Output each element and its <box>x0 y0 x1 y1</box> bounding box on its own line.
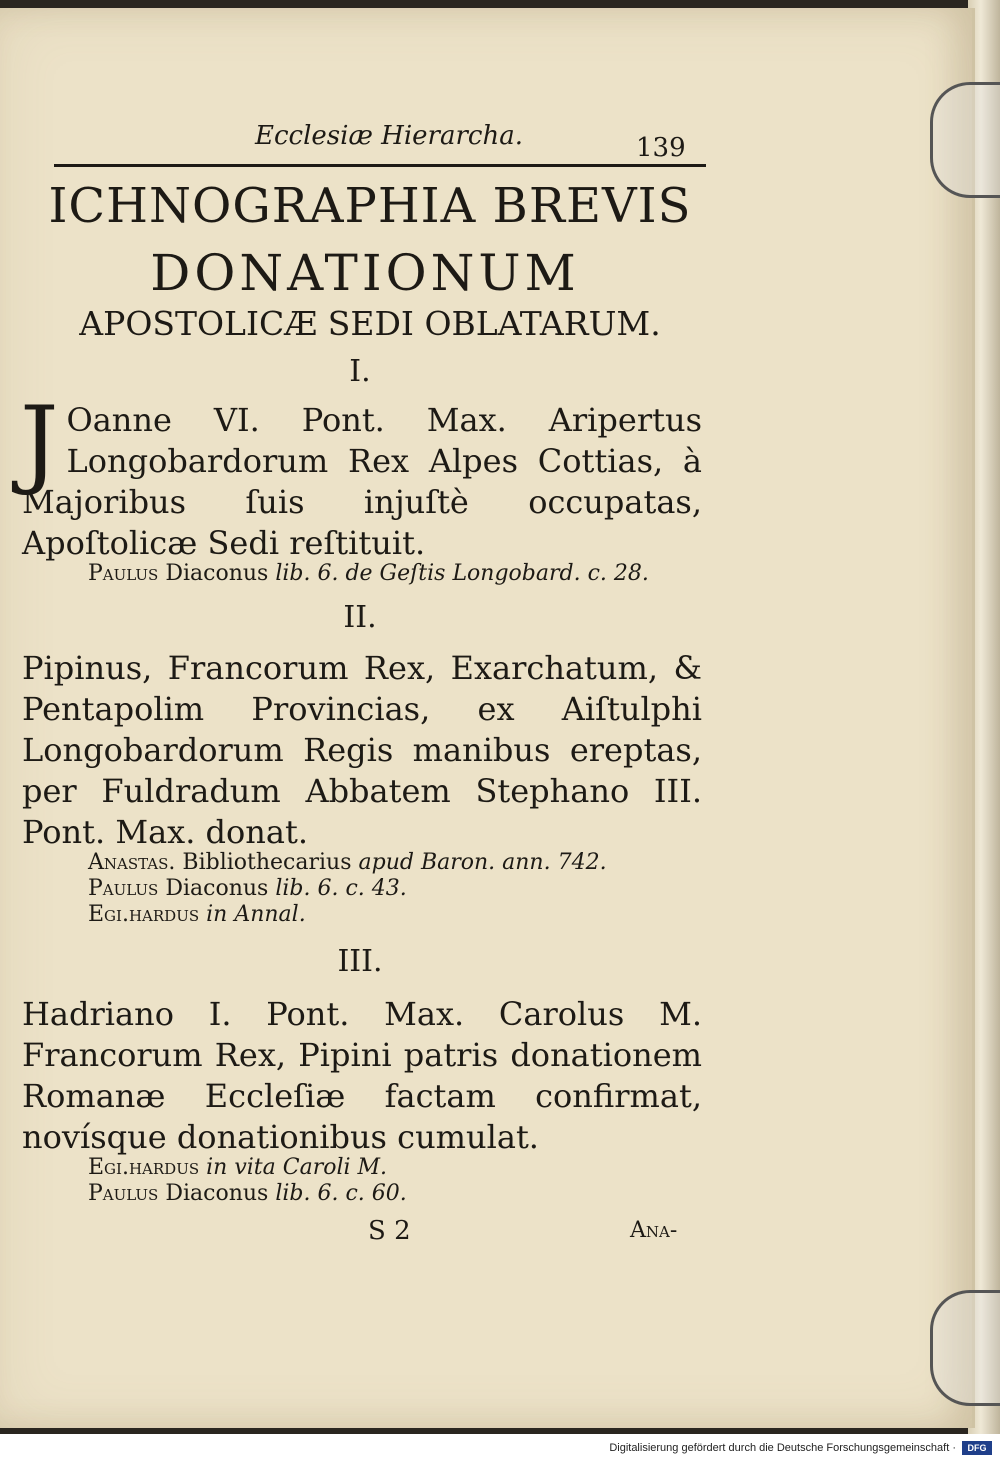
section-numeral-3: III. <box>337 944 383 979</box>
ref-rest: Bibliothecarius <box>175 850 359 875</box>
reference-line <box>88 876 688 902</box>
section-body-3: Hadriano I. Pont. Max. Carolus M. Francorum Rex, Pipini patris donationem Romanæ Eccleſiæ factam confirmat, novísque donationibus cumulat. <box>22 995 702 1156</box>
ref-author: Paulus <box>88 561 159 586</box>
page-clip-bottom <box>930 1290 1000 1406</box>
title-line-3: APOSTOLICÆ SEDI OBLATARUM. <box>79 304 661 343</box>
ref-citation: lib. 6. c. 60. <box>275 1181 407 1206</box>
title-line-1: ICHNOGRAPHIA BREVIS <box>48 178 692 234</box>
reference-line <box>88 1181 688 1207</box>
ref-rest: Diaconus <box>158 876 276 901</box>
reference-line <box>88 561 688 587</box>
ref-author: Paulus <box>88 1181 159 1206</box>
page-clip-top <box>930 82 1000 198</box>
running-head: Ecclesiæ Hierarcha. <box>255 121 523 151</box>
ref-author: Egi.hardus <box>88 1155 200 1180</box>
ref-author: Anastas. <box>88 850 176 875</box>
ref-author: Egi.hardus <box>88 902 200 927</box>
page-number: 139 <box>636 133 686 163</box>
book-page <box>0 8 975 1428</box>
ref-citation: in vita Caroli M. <box>206 1155 388 1180</box>
footer-bar <box>0 1434 1000 1462</box>
title-line-2: DONATIONUM <box>150 244 580 302</box>
dfg-logo: DFG <box>962 1441 992 1455</box>
section-text-1 <box>20 386 702 564</box>
section-numeral-1: I. <box>349 354 371 389</box>
ref-rest: Diaconus <box>158 561 276 586</box>
ref-citation: lib. 6. c. 43. <box>275 876 407 901</box>
ref-author: Paulus <box>88 876 159 901</box>
section-body-1: Oanne VI. Pont. Max. Aripertus Longobardorum Rex Alpes Cottias, à Majoribus ſuis injuſtè occupatas, Apoſtolicæ Sedi reſtituit. <box>22 401 702 562</box>
ref-citation: apud Baron. ann. 742. <box>358 850 607 875</box>
footer-credit: Digitalisierung gefördert durch die Deutsche Forschungsgemeinschaft · <box>609 1442 956 1454</box>
drop-cap: J <box>20 386 59 498</box>
catchword: Ana- <box>630 1218 678 1243</box>
section-numeral-2: II. <box>343 600 377 635</box>
reference-line <box>88 850 688 876</box>
ref-citation: in Annal. <box>206 902 306 927</box>
reference-line <box>88 1155 688 1181</box>
section-body-2: Pipinus, Francorum Rex, Exarchatum, & Pentapolim Provincias, ex Aiſtulphi Longobardorum Regis manibus ereptas, per Fuldradum Abbatem Stephano III. Pont. Max. donat. <box>22 649 702 851</box>
signature-mark: S 2 <box>368 1216 411 1246</box>
header-rule <box>54 164 706 167</box>
ref-citation: lib. 6. de Geſtis Longobard. c. 28. <box>275 561 649 586</box>
ref-rest: Diaconus <box>158 1181 276 1206</box>
reference-line <box>88 902 688 928</box>
